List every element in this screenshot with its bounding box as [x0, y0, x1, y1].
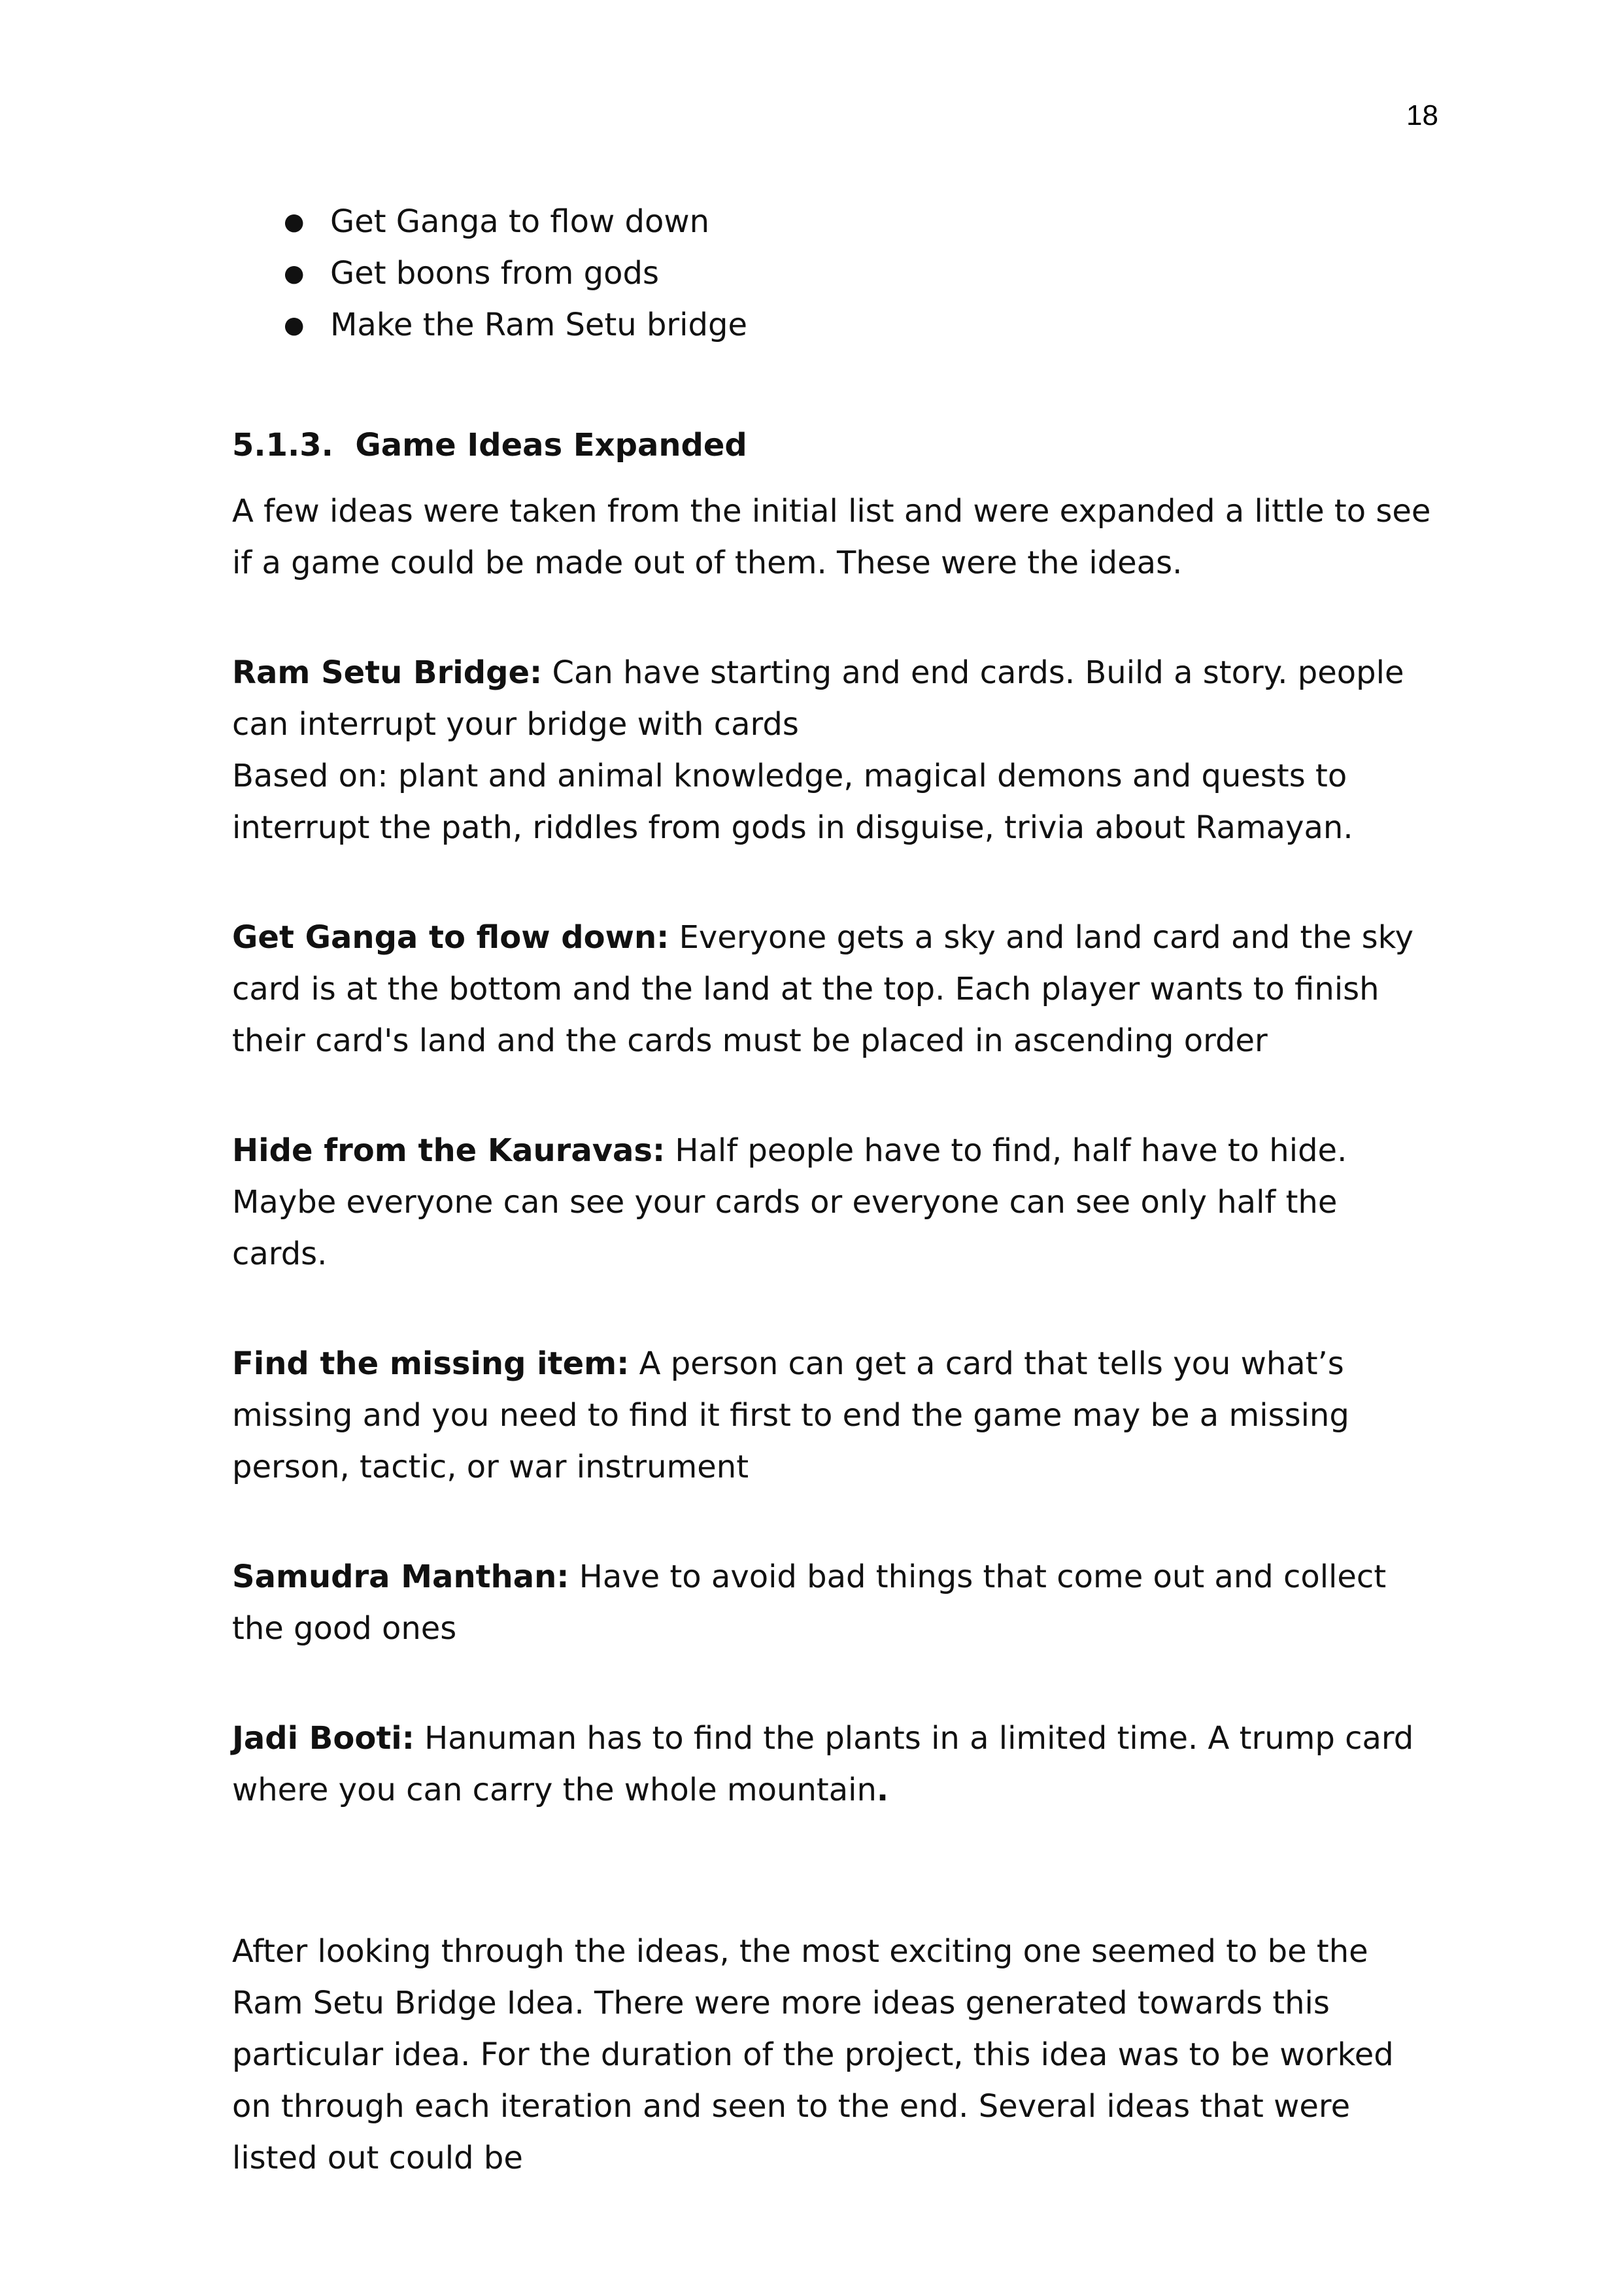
idea-bullet-list [232, 196, 1442, 351]
idea-missing-item [232, 1338, 1442, 1493]
idea-text: Hanuman has to find the plants in a limited time. A trump card where you can carry the whole mountain [232, 1720, 1414, 1808]
conclusion-paragraph: After looking through the ideas, the most exciting one seemed to be the Ram Setu Bridge Idea. There were more ideas generated towards this particular idea. For the duration of the project, this idea was to be worked on through each iteration and seen to the end. Several ideas that were listed out could be [232, 1933, 1394, 2176]
idea-ram-setu [232, 647, 1442, 751]
idea-end-mark: . [876, 1772, 889, 1808]
idea-title: Get Ganga to flow down: [232, 919, 669, 956]
document-body [232, 196, 1442, 2184]
idea-title: Find the missing item: [232, 1345, 630, 1382]
intro-paragraph: A few ideas were taken from the initial list and were expanded a little to see if a game could be made out of them. These were the ideas. [232, 493, 1431, 581]
bullet-item: ● Make the Ram Setu bridge [232, 299, 1442, 351]
idea-ram-setu-basis: Based on: plant and animal knowledge, magical demons and quests to interrupt the path, riddles from gods in disguise, trivia about Ramayan. [232, 758, 1353, 846]
section-title: Game Ideas Expanded [355, 427, 747, 464]
idea-title: Ram Setu Bridge: [232, 654, 543, 691]
idea-jadi-booti [232, 1713, 1442, 1816]
idea-text: Can have starting and end cards. Build a story. people can interrupt your bridge with cards [232, 654, 1404, 743]
bullet-item: ● Get boons from gods [232, 248, 1442, 299]
idea-title: Samudra Manthan: [232, 1559, 569, 1595]
page-number: 18 [1406, 99, 1438, 131]
idea-title: Jadi Booti: [232, 1720, 414, 1757]
idea-kauravas [232, 1125, 1442, 1280]
idea-title: Hide from the Kauravas: [232, 1132, 666, 1169]
idea-text: Have to avoid bad things that come out and collect the good ones [232, 1559, 1387, 1647]
idea-text: A person can get a card that tells you what’s missing and you need to find it first to end the game may be a missing person, tactic, or war instrument [232, 1345, 1349, 1485]
idea-text: Everyone gets a sky and land card and the sky card is at the bottom and the land at the top. Each player wants to finish their card's land and the cards must be placed in ascending order [232, 919, 1414, 1059]
section-heading [232, 420, 1442, 471]
idea-text: Half people have to find, half have to hide. Maybe everyone can see your cards or everyone can see only half the cards. [232, 1132, 1347, 1272]
idea-ganga [232, 912, 1442, 1067]
idea-samudra-manthan [232, 1551, 1442, 1655]
section-number: 5.1.3. [232, 427, 333, 464]
bullet-item: ● Get Ganga to flow down [232, 196, 1442, 248]
